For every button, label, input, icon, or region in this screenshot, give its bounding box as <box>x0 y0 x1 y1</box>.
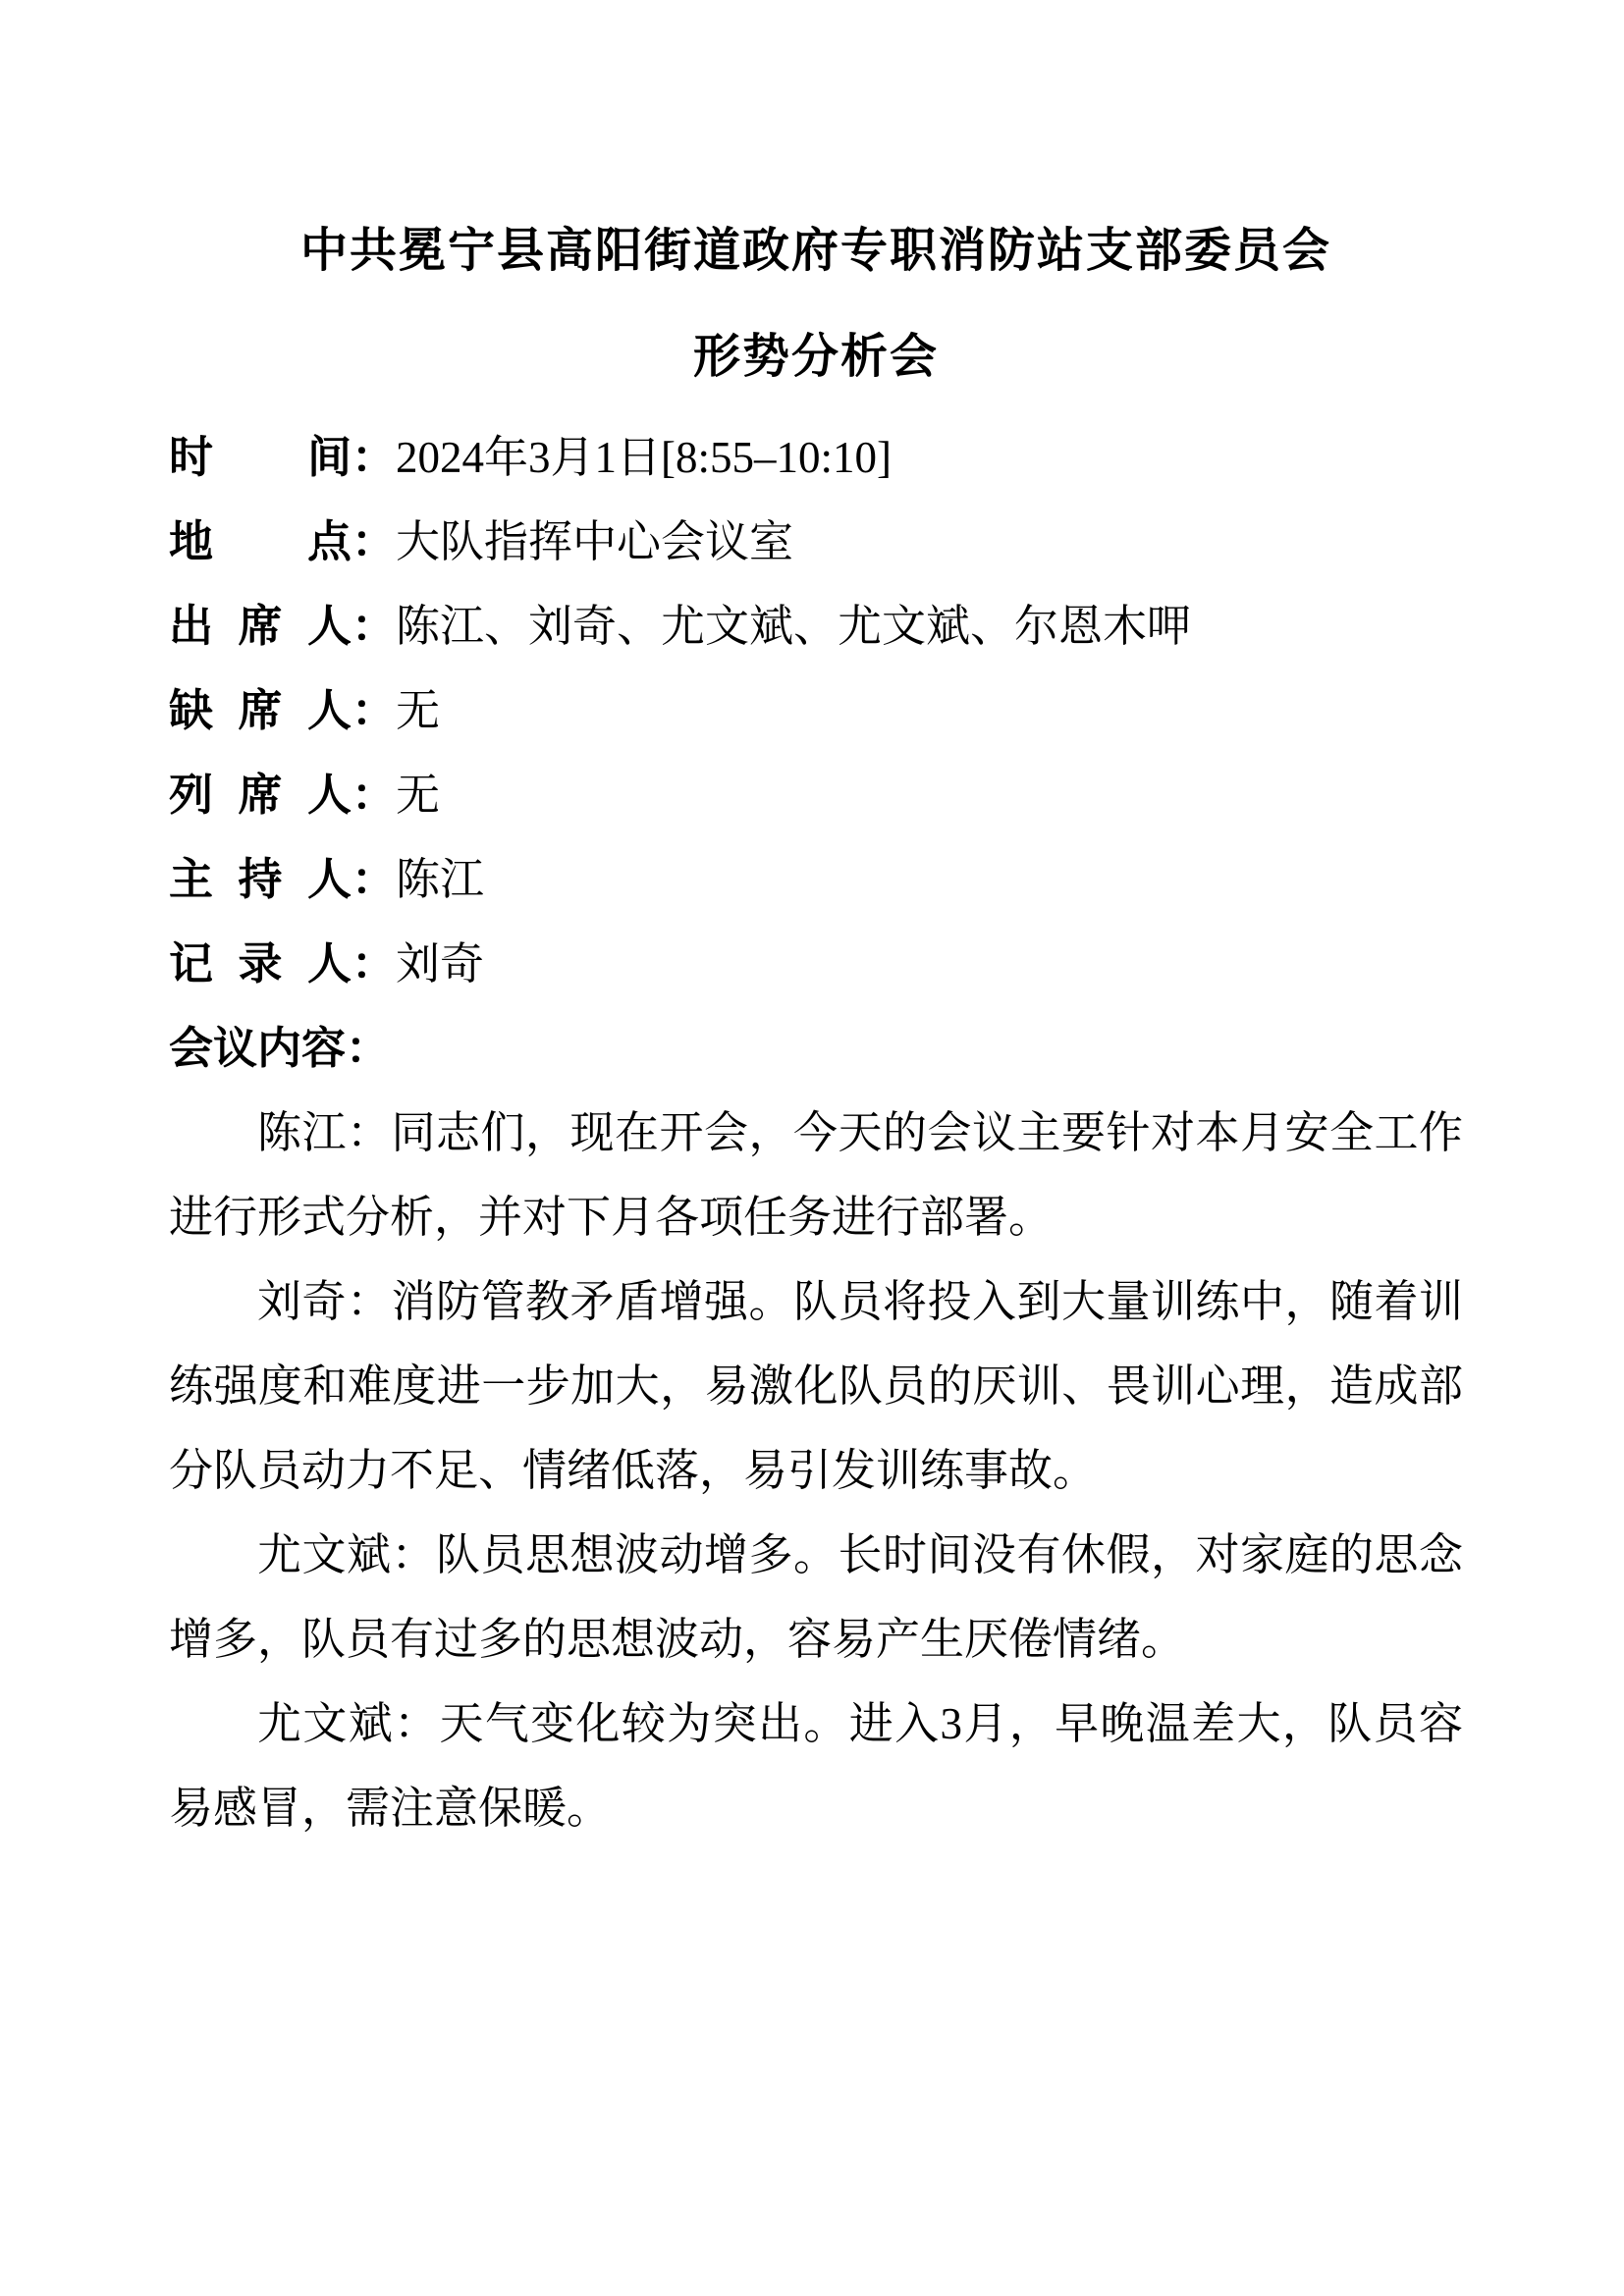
meta-colon: ： <box>352 686 397 735</box>
meta-row-location <box>169 500 1463 584</box>
meta-colon: ： <box>352 939 397 988</box>
meta-row-observers <box>169 753 1463 837</box>
meta-label-time: 时间 <box>169 433 352 482</box>
meta-colon: ： <box>352 771 397 820</box>
document-subtitle: 形势分析会 <box>692 331 939 383</box>
meta-row-absentees <box>169 668 1463 753</box>
meta-list <box>169 415 1463 1006</box>
meta-value-location: 大队指挥中心会议室 <box>396 517 794 566</box>
meta-colon: ： <box>352 602 397 651</box>
meta-label-observers: 列席人 <box>169 771 352 820</box>
meta-row-recorder <box>169 922 1463 1006</box>
meta-value-recorder: 刘奇 <box>396 939 485 988</box>
paragraph-youwenbin-2: 尤文斌：天气变化较为突出。进入3月，早晚温差大，队员容易感冒，需注意保暖。 <box>169 1699 1463 1833</box>
meta-label-location: 地点 <box>169 517 352 566</box>
meta-value-attendees: 陈江、刘奇、尤文斌、尤文斌、尔恩木呷 <box>396 602 1192 651</box>
meta-value-absentees: 无 <box>396 686 441 735</box>
meta-value-host: 陈江 <box>396 855 485 904</box>
section-heading-meeting-content: 会议内容： <box>169 1024 391 1073</box>
meta-label-absentees: 缺席人 <box>169 686 352 735</box>
meta-colon: ： <box>352 433 397 482</box>
meta-label-host: 主持人 <box>169 855 352 904</box>
meta-row-attendees <box>169 584 1463 668</box>
meta-colon: ： <box>352 517 397 566</box>
meta-row-time <box>169 415 1463 500</box>
meta-row-host <box>169 837 1463 922</box>
meta-colon: ： <box>352 855 397 904</box>
paragraph-youwenbin-1: 尤文斌：队员思想波动增多。长时间没有休假，对家庭的思念增多，队员有过多的思想波动，容易产生厌倦情绪。 <box>169 1530 1463 1664</box>
meta-label-recorder: 记录人 <box>169 939 352 988</box>
paragraph-liuqi: 刘奇：消防管教矛盾增强。队员将投入到大量训练中，随着训练强度和难度进一步加大，易激化队员的厌训、畏训心理，造成部分队员动力不足、情绪低落，易引发训练事故。 <box>169 1277 1463 1495</box>
document-title: 中共冕宁县高阳街道政府专职消防站支部委员会 <box>299 225 1331 277</box>
meta-value-time: 2024年3月1日[8:55–10:10] <box>396 433 892 482</box>
meta-label-attendees: 出席人 <box>169 602 352 651</box>
meta-value-observers: 无 <box>396 771 441 820</box>
paragraph-chenjiang: 陈江：同志们，现在开会，今天的会议主要针对本月安全工作进行形式分析，并对下月各项任务进行部署。 <box>169 1108 1463 1242</box>
